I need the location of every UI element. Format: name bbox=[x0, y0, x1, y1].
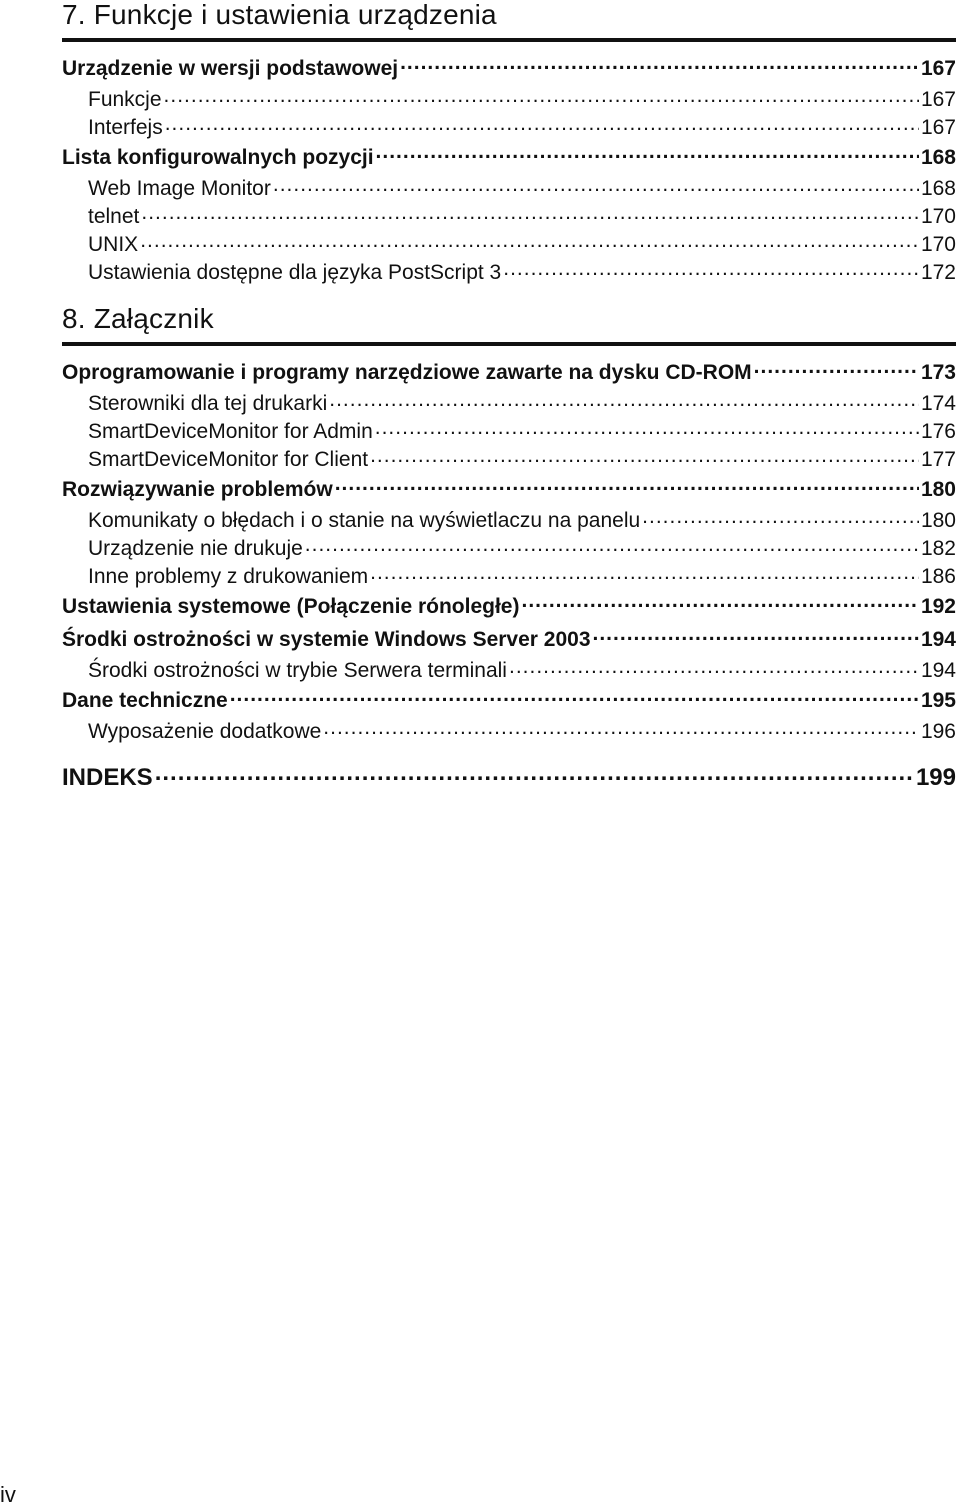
toc-entry[interactable] bbox=[62, 417, 956, 445]
toc-entry-label: Interfejs bbox=[88, 116, 163, 139]
chapter-8-rule bbox=[62, 342, 956, 346]
chapter-7-title: 7. Funkcje i ustawienia urządzenia bbox=[62, 0, 497, 30]
chapter-8-title: 8. Załącznik bbox=[62, 303, 214, 334]
index-label: INDEKS bbox=[62, 764, 153, 791]
chapter-8 bbox=[62, 304, 956, 745]
leader-dots bbox=[155, 761, 914, 785]
toc-entry-label: Wyposażenie dodatkowe bbox=[88, 720, 322, 743]
toc-entry-page: 177 bbox=[920, 448, 956, 471]
leader-dots bbox=[521, 592, 918, 613]
toc-entry[interactable] bbox=[62, 52, 956, 85]
toc-entry[interactable] bbox=[62, 85, 956, 113]
leader-dots bbox=[509, 656, 919, 677]
toc-entry-label: Rozwiązywanie problemów bbox=[62, 478, 333, 501]
toc-entry[interactable] bbox=[62, 562, 956, 590]
toc-entry[interactable] bbox=[62, 230, 956, 258]
toc-entry[interactable] bbox=[62, 113, 956, 141]
leader-dots bbox=[140, 230, 919, 251]
toc-entry[interactable] bbox=[62, 623, 956, 656]
toc-entry[interactable] bbox=[62, 506, 956, 534]
leader-dots bbox=[164, 85, 919, 106]
spacer bbox=[62, 286, 956, 304]
toc-entry-page: 168 bbox=[920, 177, 956, 200]
toc-entry[interactable] bbox=[62, 389, 956, 417]
toc-entry-label: Urządzenie nie drukuje bbox=[88, 537, 303, 560]
leader-dots bbox=[754, 358, 919, 379]
toc-entry-page: 170 bbox=[920, 205, 956, 228]
toc-entry-page: 174 bbox=[920, 392, 956, 415]
toc-entry-page: 173 bbox=[920, 361, 956, 384]
toc-entry-page: 192 bbox=[920, 595, 956, 618]
toc-entry-page: 194 bbox=[920, 659, 956, 682]
toc-entry-label: telnet bbox=[88, 205, 140, 228]
leader-dots bbox=[230, 686, 919, 707]
toc-entry[interactable] bbox=[62, 590, 956, 623]
leader-dots bbox=[375, 417, 919, 438]
leader-dots bbox=[141, 202, 919, 223]
toc-entry-page: 176 bbox=[920, 420, 956, 443]
toc-entry-label: Środki ostrożności w trybie Serwera terminali bbox=[88, 659, 507, 682]
leader-dots bbox=[370, 562, 919, 583]
toc-entry-page: 167 bbox=[920, 57, 956, 80]
leader-dots bbox=[305, 534, 919, 555]
toc-entry[interactable] bbox=[62, 717, 956, 745]
leader-dots bbox=[273, 174, 919, 195]
toc-entry-page: 182 bbox=[920, 537, 956, 560]
index-page: 199 bbox=[915, 764, 956, 791]
toc-entry[interactable] bbox=[62, 258, 956, 286]
toc-entry-label: Web Image Monitor bbox=[88, 177, 271, 200]
toc-entry-page: 167 bbox=[920, 88, 956, 111]
toc-entry-page: 168 bbox=[920, 146, 956, 169]
toc-entry-label: Lista konfigurowalnych pozycji bbox=[62, 146, 374, 169]
toc-entry[interactable] bbox=[62, 534, 956, 562]
page-number: iv bbox=[0, 1482, 16, 1507]
toc-entry[interactable] bbox=[62, 202, 956, 230]
toc-entry-label: Dane techniczne bbox=[62, 689, 228, 712]
leader-dots bbox=[400, 54, 919, 75]
toc-entry[interactable] bbox=[62, 473, 956, 506]
leader-dots bbox=[329, 389, 919, 410]
toc-entry[interactable] bbox=[62, 445, 956, 473]
toc-entry-page: 172 bbox=[920, 261, 956, 284]
leader-dots bbox=[503, 258, 919, 279]
toc-entry-page: 196 bbox=[920, 720, 956, 743]
toc-entry-label: SmartDeviceMonitor for Client bbox=[88, 448, 369, 471]
toc-entry[interactable] bbox=[62, 174, 956, 202]
leader-dots bbox=[376, 143, 919, 164]
toc-entry-label: UNIX bbox=[88, 233, 139, 256]
toc-index-entry[interactable] bbox=[62, 761, 956, 793]
toc-entry-label: Komunikaty o błędach i o stanie na wyświetlaczu na panelu bbox=[88, 509, 641, 532]
toc-entry-label: Środki ostrożności w systemie Windows Server 2003 bbox=[62, 628, 591, 651]
toc-entry-label: Funkcje bbox=[88, 88, 162, 111]
toc-entry-page: 180 bbox=[920, 478, 956, 501]
toc-entry-label: Urządzenie w wersji podstawowej bbox=[62, 57, 399, 80]
toc-entry-label: Ustawienia systemowe (Połączenie rónoległe) bbox=[62, 595, 520, 618]
toc-entry-label: Oprogramowanie i programy narzędziowe zawarte na dysku CD-ROM bbox=[62, 361, 752, 384]
toc-entry-page: 180 bbox=[920, 509, 956, 532]
toc-entry-page: 186 bbox=[920, 565, 956, 588]
leader-dots bbox=[642, 506, 919, 527]
chapter-7 bbox=[62, 0, 956, 286]
leader-dots bbox=[323, 717, 919, 738]
chapter-7-rule bbox=[62, 38, 956, 42]
leader-dots bbox=[370, 445, 919, 466]
toc-entry[interactable] bbox=[62, 656, 956, 684]
table-of-contents bbox=[62, 0, 956, 793]
toc-entry[interactable] bbox=[62, 684, 956, 717]
toc-entry-page: 194 bbox=[920, 628, 956, 651]
toc-entry-label: Ustawienia dostępne dla języka PostScript 3 bbox=[88, 261, 502, 284]
toc-entry-label: Inne problemy z drukowaniem bbox=[88, 565, 369, 588]
toc-entry[interactable] bbox=[62, 141, 956, 174]
toc-entry-page: 167 bbox=[920, 116, 956, 139]
toc-entry-page: 195 bbox=[920, 689, 956, 712]
leader-dots bbox=[335, 475, 919, 496]
toc-entry-label: Sterowniki dla tej drukarki bbox=[88, 392, 328, 415]
leader-dots bbox=[593, 625, 919, 646]
toc-entry[interactable] bbox=[62, 356, 956, 389]
leader-dots bbox=[165, 113, 919, 134]
toc-entry-label: SmartDeviceMonitor for Admin bbox=[88, 420, 373, 443]
toc-entry-page: 170 bbox=[920, 233, 956, 256]
